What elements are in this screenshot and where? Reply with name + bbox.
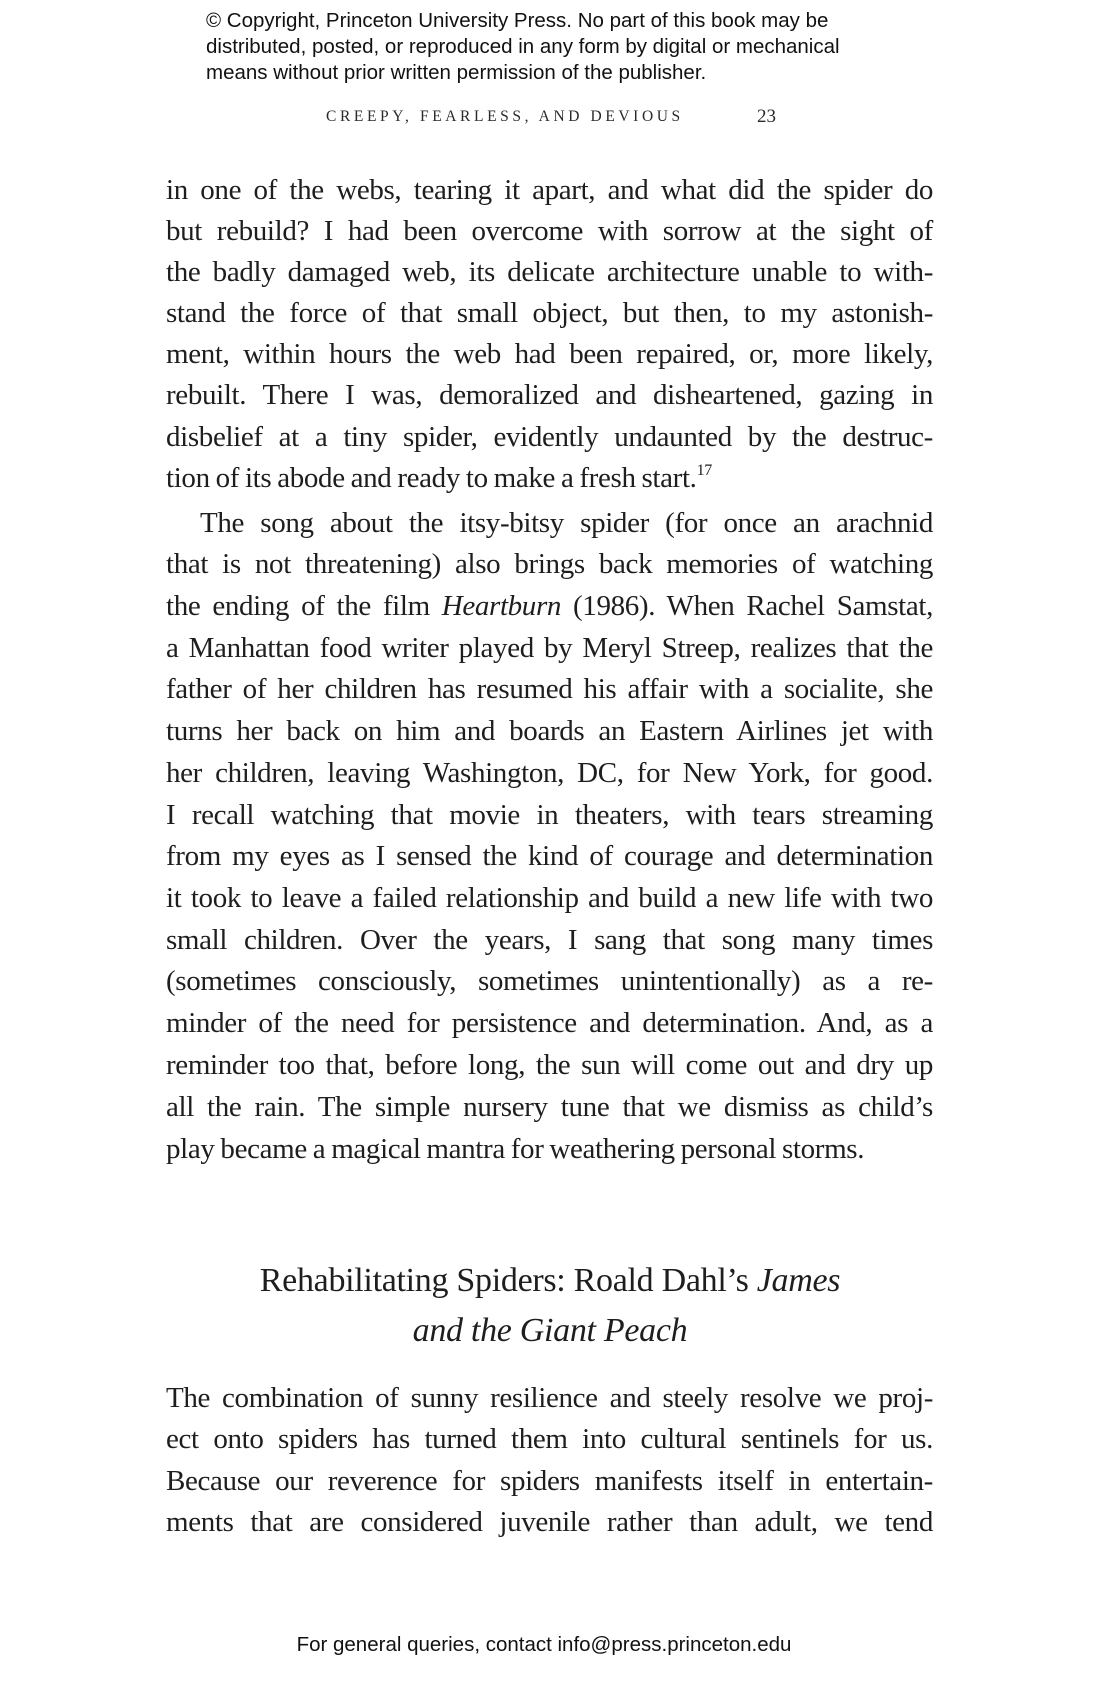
- text-line: ect onto spiders has turned them into cultural sentinels for us.: [166, 1423, 933, 1455]
- copyright-line: means without prior written permission of the publisher.: [206, 61, 707, 84]
- footnote-reference[interactable]: 17: [696, 462, 712, 479]
- text-line: it took to leave a failed relationship and build a new life with two: [166, 882, 933, 914]
- running-head: [0, 108, 1100, 138]
- text-line: but rebuild? I had been overcome with sorrow at the sight of: [166, 215, 933, 247]
- section-heading-line-2: [0, 1306, 1100, 1356]
- text-line: ment, within hours the web had been repaired, or, more likely,: [166, 338, 933, 370]
- text-line: from my eyes as I sensed the kind of courage and determination: [166, 840, 933, 872]
- footer-contact: [0, 1633, 1100, 1657]
- copyright-line: distributed, posted, or reproduced in any form by digital or mechanical: [206, 35, 840, 58]
- text-span: tion of its abode and ready to make a fresh start.: [166, 462, 697, 494]
- text-line: stand the force of that small object, but then, to my astonish-: [166, 297, 933, 329]
- book-title-italic: and the Giant Peach: [412, 1312, 688, 1349]
- text-line: [166, 585, 933, 627]
- text-span: (1986). When Rachel Samstat,: [561, 590, 933, 622]
- book-title-italic: James: [756, 1262, 841, 1299]
- running-head-title: CREEPY, FEARLESS, AND DEVIOUS: [326, 108, 684, 125]
- section-heading-line-1: [0, 1256, 1100, 1306]
- page-number: 23: [757, 106, 776, 127]
- text-line: I recall watching that movie in theaters, with tears streaming: [166, 799, 933, 831]
- text-line: the badly damaged web, its delicate architecture unable to with-: [166, 256, 933, 288]
- text-line: her children, leaving Washington, DC, for New York, for good.: [166, 757, 933, 789]
- text-line: Because our reverence for spiders manifests itself in entertain-: [166, 1465, 933, 1497]
- text-line: a Manhattan food writer played by Meryl Streep, realizes that the: [166, 632, 933, 664]
- text-line: father of her children has resumed his affair with a socialite, she: [166, 673, 933, 705]
- text-line: reminder too that, before long, the sun will come out and dry up: [166, 1049, 933, 1081]
- text-line: The song about the itsy-bitsy spider (for once an arachnid: [200, 507, 933, 539]
- text-line: small children. Over the years, I sang that song many times: [166, 924, 933, 956]
- footer-text: For general queries, contact info@press.princeton.edu: [296, 1633, 792, 1656]
- text-line: minder of the need for persistence and determination. And, as a: [166, 1007, 933, 1039]
- text-span: the ending of the film: [166, 590, 442, 622]
- film-title: Heartburn: [441, 590, 562, 622]
- text-line: (sometimes consciously, sometimes unintentionally) as a re-: [166, 965, 933, 997]
- text-line: rebuilt. There I was, demoralized and disheartened, gazing in: [166, 379, 933, 411]
- text-line: all the rain. The simple nursery tune that we dismiss as child’s: [166, 1091, 933, 1123]
- copyright-notice: [206, 8, 926, 86]
- text-line: that is not threatening) also brings back memories of watching: [166, 548, 933, 580]
- text-line-last: play became a magical mantra for weathering personal storms.: [166, 1133, 865, 1165]
- text-line: disbelief at a tiny spider, evidently undaunted by the destruc-: [166, 421, 933, 453]
- text-line: turns her back on him and boards an Eastern Airlines jet with: [166, 715, 933, 747]
- heading-text: Rehabilitating Spiders: Roald Dahl’s: [259, 1262, 757, 1299]
- copyright-line: © Copyright, Princeton University Press. No part of this book may be: [206, 9, 829, 32]
- text-line: The combination of sunny resilience and steely resolve we proj-: [166, 1382, 933, 1414]
- text-line-last: [166, 457, 933, 499]
- text-line: ments that are considered juvenile rather than adult, we tend: [166, 1506, 933, 1538]
- text-line: in one of the webs, tearing it apart, and what did the spider do: [166, 174, 933, 206]
